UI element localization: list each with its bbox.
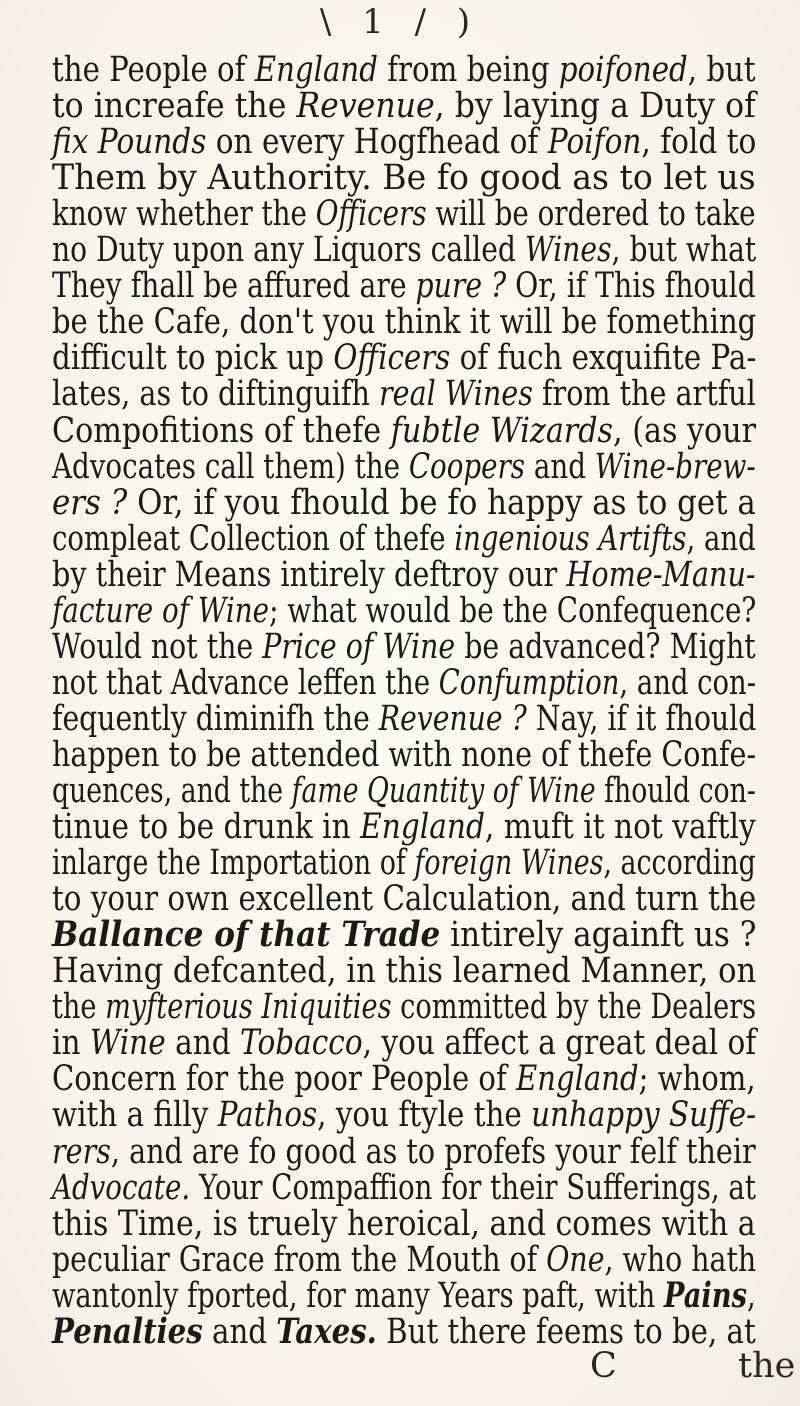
text-segment: Confumption: [438, 662, 620, 703]
text-segment: They fhall be affured are: [52, 266, 416, 307]
text-segment: quences, and the: [52, 771, 292, 811]
text-segment: fequently diminifh the: [52, 698, 379, 739]
text-segment: Concern for the poor People of: [52, 1059, 516, 1100]
text-line: [52, 735, 756, 775]
text-segment: , and: [686, 518, 756, 559]
text-line: [52, 1132, 756, 1172]
text-segment: , by laying a Duty of: [434, 86, 756, 127]
text-segment: , (as your: [613, 410, 757, 451]
text-segment: But there feems to be, at: [376, 1311, 756, 1352]
text-line: [52, 86, 756, 126]
text-line: [52, 302, 756, 342]
text-segment: fix Pounds: [52, 122, 207, 163]
text-segment: Home-Manu-: [566, 554, 756, 595]
text-segment: to increafe the: [52, 86, 297, 127]
text-segment: Pathos: [217, 1095, 318, 1136]
text-segment: myfterious Iniquities: [105, 987, 392, 1028]
text-segment: Pains: [663, 1274, 748, 1316]
text-segment: , muft it not vaftly: [484, 807, 756, 848]
text-segment: , you affect a great deal of: [362, 1023, 757, 1064]
text-segment: know whether the: [52, 194, 316, 235]
text-segment: , but what: [611, 230, 757, 271]
text-segment: facture of Wine: [52, 590, 270, 631]
text-segment: Tobacco: [240, 1023, 363, 1064]
text-segment: Wine: [89, 1023, 166, 1064]
text-line: [52, 122, 756, 162]
text-segment: , and con-: [619, 662, 757, 703]
text-segment: fubtle Wizards: [390, 410, 614, 451]
text-line: [52, 627, 756, 667]
text-segment: Them by Authority. Be fo good as to let us: [52, 158, 756, 199]
text-segment: and: [202, 1311, 277, 1352]
text-segment: and: [525, 446, 595, 487]
text-segment: difficult to pick up: [52, 338, 334, 379]
text-line: [52, 843, 756, 883]
text-segment: , who hath: [604, 1239, 757, 1280]
text-segment: fhould con-: [595, 771, 756, 811]
text-line: [52, 987, 756, 1027]
text-segment: Officers: [333, 338, 451, 379]
text-line: [52, 1276, 756, 1316]
text-segment: compleat Collection of thefe: [52, 518, 455, 559]
text-segment: Or, if you fhould be fo happy as to get a: [127, 482, 756, 523]
text-segment: , you ftyle the: [317, 1095, 532, 1136]
text-segment: by their Means intirely deftroy our: [52, 554, 567, 595]
text-segment: England: [254, 50, 378, 90]
text-segment: committed by the Dealers: [391, 987, 757, 1028]
text-segment: ers ?: [52, 482, 128, 523]
text-segment: Compofitions of thefe: [52, 410, 391, 451]
page-number-marker: \ 1 / ): [319, 2, 481, 42]
text-line: [52, 1023, 756, 1063]
text-segment: One: [546, 1239, 605, 1280]
text-segment: Coopers: [408, 446, 526, 487]
text-segment: lates, as to diftinguifh: [52, 374, 379, 415]
text-segment: tinue to be drunk in: [52, 807, 361, 848]
text-segment: be the Cafe, don't you think it will be fomething: [52, 302, 757, 343]
text-line: [52, 447, 756, 487]
text-segment: in: [52, 1023, 90, 1064]
text-segment: from being: [377, 50, 559, 90]
catchword: the: [738, 1346, 796, 1386]
text-segment: Wine-brew-: [594, 446, 756, 487]
text-segment: unhappy Suffe-: [531, 1095, 757, 1136]
text-segment: Would not the: [52, 626, 263, 667]
text-line: [52, 519, 756, 559]
text-segment: Taxes.: [276, 1310, 377, 1352]
text-line: [52, 411, 756, 451]
text-line: [52, 1312, 756, 1352]
text-line: [52, 1240, 756, 1280]
text-line: [52, 158, 756, 198]
text-segment: Ballance of that Trade: [52, 914, 441, 956]
text-line: [52, 807, 756, 847]
text-segment: fame Quantity of Wine: [291, 771, 596, 811]
signature-mark: C: [590, 1346, 617, 1386]
text-segment: be advanced? Might: [455, 626, 756, 667]
text-line: [52, 374, 756, 414]
text-segment: happen to be attended with none of thefe Confe-: [52, 734, 757, 775]
text-segment: foreign Wines: [414, 843, 604, 884]
text-segment: Having defcanted, in this learned Manner, on: [52, 951, 757, 992]
text-line: [52, 771, 756, 811]
text-segment: to your own excellent Calculation, and turn the: [52, 879, 757, 920]
text-segment: on every Hogfhead of: [206, 122, 548, 163]
text-segment: peculiar Grace from the Mouth of: [52, 1239, 547, 1280]
text-line: [52, 338, 756, 378]
text-segment: ; what would be the Confequence?: [269, 590, 757, 631]
text-segment: , fold to: [641, 122, 757, 163]
text-line: [52, 591, 756, 631]
text-segment: Nay, if it fhould: [526, 698, 757, 739]
text-segment: the: [52, 987, 106, 1028]
text-line: [52, 879, 756, 919]
text-segment: Penalties: [52, 1310, 203, 1352]
text-segment: Officers: [315, 194, 427, 235]
text-line: [52, 699, 756, 739]
text-line: [52, 50, 756, 90]
text-line: [52, 194, 756, 234]
text-line: [52, 230, 756, 270]
text-segment: , and are fo good as to profefs your felf their: [110, 1131, 756, 1172]
text-segment: of fuch exquifite Pa-: [450, 338, 757, 379]
text-segment: , according: [603, 843, 756, 884]
text-segment: will be ordered to take: [426, 194, 756, 235]
text-segment: ingenious Artifts: [454, 518, 687, 559]
text-segment: from the artful: [532, 374, 756, 415]
text-line: [52, 1059, 756, 1099]
text-line: [52, 266, 756, 306]
text-line: [52, 483, 756, 523]
text-line: [52, 555, 756, 595]
text-line: [52, 1095, 756, 1135]
text-segment: this Time, is truely heroical, and comes with a: [52, 1203, 756, 1244]
text-segment: Poifon: [547, 122, 642, 163]
text-line: [52, 951, 756, 991]
text-segment: the People of: [52, 50, 255, 90]
text-segment: England: [515, 1059, 639, 1100]
text-segment: Your Compaffion for their Sufferings, at: [190, 1167, 757, 1208]
text-segment: Price of Wine: [262, 626, 456, 667]
text-segment: real Wines: [378, 374, 533, 415]
text-segment: inlarge the Importation of: [52, 843, 415, 884]
text-line: [52, 915, 756, 955]
text-segment: and: [165, 1023, 241, 1064]
text-segment: , but: [687, 50, 756, 90]
text-segment: Revenue: [296, 86, 435, 127]
text-segment: Advocates call them) the: [52, 446, 409, 487]
text-segment: ; whom,: [638, 1059, 756, 1100]
text-segment: Wines: [524, 230, 612, 271]
text-segment: ,: [747, 1275, 756, 1316]
text-segment: Or, if This fhould: [506, 266, 756, 307]
text-segment: intirely againft us ?: [440, 915, 757, 956]
text-segment: pure ?: [415, 266, 507, 307]
text-segment: not that Advance leffen the: [52, 662, 439, 703]
text-line: [52, 1168, 756, 1208]
text-segment: wantonly fported, for many Years paft, with: [52, 1275, 664, 1316]
text-segment: rers: [52, 1131, 111, 1172]
text-segment: with a filly: [52, 1095, 218, 1136]
text-line: [52, 663, 756, 703]
text-segment: Advocate.: [52, 1167, 191, 1208]
text-segment: no Duty upon any Liquors called: [52, 230, 525, 271]
text-segment: England: [360, 807, 485, 848]
text-segment: Revenue ?: [378, 698, 527, 739]
text-line: [52, 1204, 756, 1244]
text-segment: poifoned: [558, 50, 688, 90]
